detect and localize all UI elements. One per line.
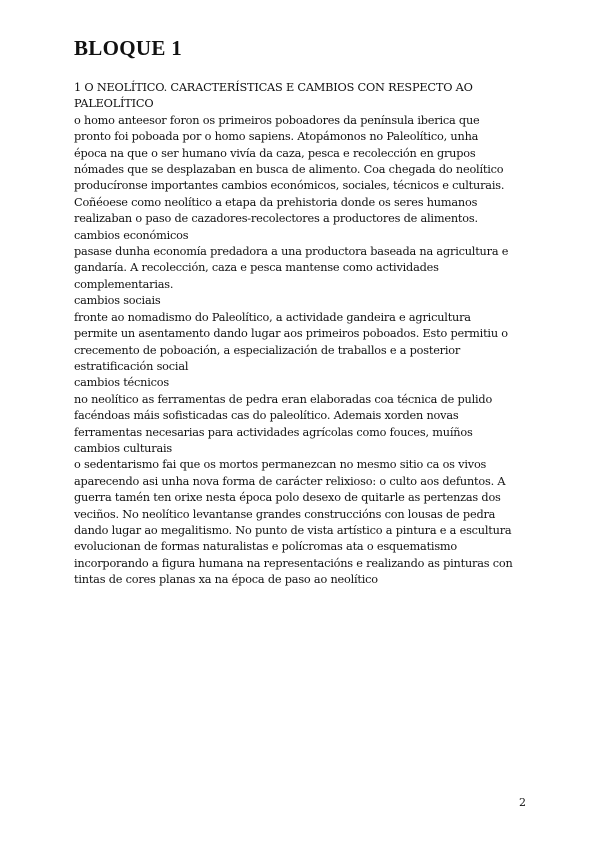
- text-line: no neolítico as ferramentas de pedra eran elaboradas coa técnica de pulido: [74, 392, 493, 406]
- text-line: incorporando a figura humana na representacións e realizando as pinturas con: [74, 556, 513, 570]
- subheading-technical: cambios técnicos: [74, 376, 169, 390]
- text-line: tintas de cores planas xa na época de paso ao neolítico: [74, 573, 378, 587]
- page-heading: BLOQUE 1: [74, 36, 183, 60]
- text-line: ferramentas necesarias para actividades agrícolas como fouces, muíños: [74, 425, 473, 439]
- section-title: 1 O NEOLÍTICO. CARACTERÍSTICAS E CAMBIOS CON RESPECTO AO: [74, 81, 473, 94]
- text-line: o homo anteesor foron os primeiros poboadores da península iberica que: [74, 113, 480, 127]
- text-line: permite un asentamento dando lugar aos primeiros poboados. Esto permitiu o: [74, 327, 508, 341]
- text-line: época na que o ser humano vivía da caza, pesca e recolección en grupos: [74, 146, 476, 160]
- text-line: evolucionan de formas naturalistas e polícromas ata o esquematismo: [74, 540, 458, 554]
- text-line: o sedentarismo fai que os mortos permanezcan no mesmo sitio ca os vivos: [74, 458, 487, 472]
- text-line: Coñéoese como neolítico a etapa da prehistoria donde os seres humanos: [74, 195, 478, 209]
- text-line: gandaría. A recolección, caza e pesca mantense como actividades: [74, 261, 439, 275]
- text-line: estratificación social: [74, 359, 189, 373]
- page-number: 2: [519, 796, 526, 809]
- text-line: veciños. No neolítico levantanse grandes construccións con lousas de pedra: [74, 507, 496, 521]
- text-line: complementarias.: [74, 277, 174, 291]
- subheading-cultural: cambios culturais: [74, 441, 172, 455]
- text-line: pronto foi poboada por o homo sapiens. Atopámonos no Paleolítico, unha: [74, 130, 479, 144]
- text-line: facéndoas máis sofisticadas cas do paleolítico. Ademais xorden novas: [74, 409, 459, 423]
- text-line: aparecendo asi unha nova forma de carácter relixioso: o culto aos defuntos. A: [74, 474, 506, 488]
- text-line: nómades que se desplazaban en busca de alimento. Coa chegada do neolítico: [74, 163, 504, 177]
- section-title-continued: PALEOLÍTICO: [74, 97, 154, 111]
- text-line: crecemento de poboación, a especialización de traballos e a posterior: [74, 343, 461, 357]
- subheading-social: cambios sociais: [74, 294, 161, 308]
- text-line: guerra tamén ten orixe nesta época polo desexo de quitarle as pertenzas dos: [74, 491, 501, 505]
- text-line: pasase dunha economía predadora a una productora baseada na agricultura e: [74, 245, 509, 259]
- text-line: dando lugar ao megalitismo. No punto de vista artístico a pintura e a escultura: [74, 523, 512, 537]
- text-line: realizaban o paso de cazadores-recolectores a productores de alimentos.: [74, 212, 478, 226]
- text-line: fronte ao nomadismo do Paleolítico, a actividade gandeira e agricultura: [74, 310, 471, 324]
- subheading-economic: cambios económicos: [74, 228, 189, 242]
- body-text: [74, 80, 534, 589]
- text-line: producíronse importantes cambios económicos, sociales, técnicos e culturais.: [74, 179, 505, 193]
